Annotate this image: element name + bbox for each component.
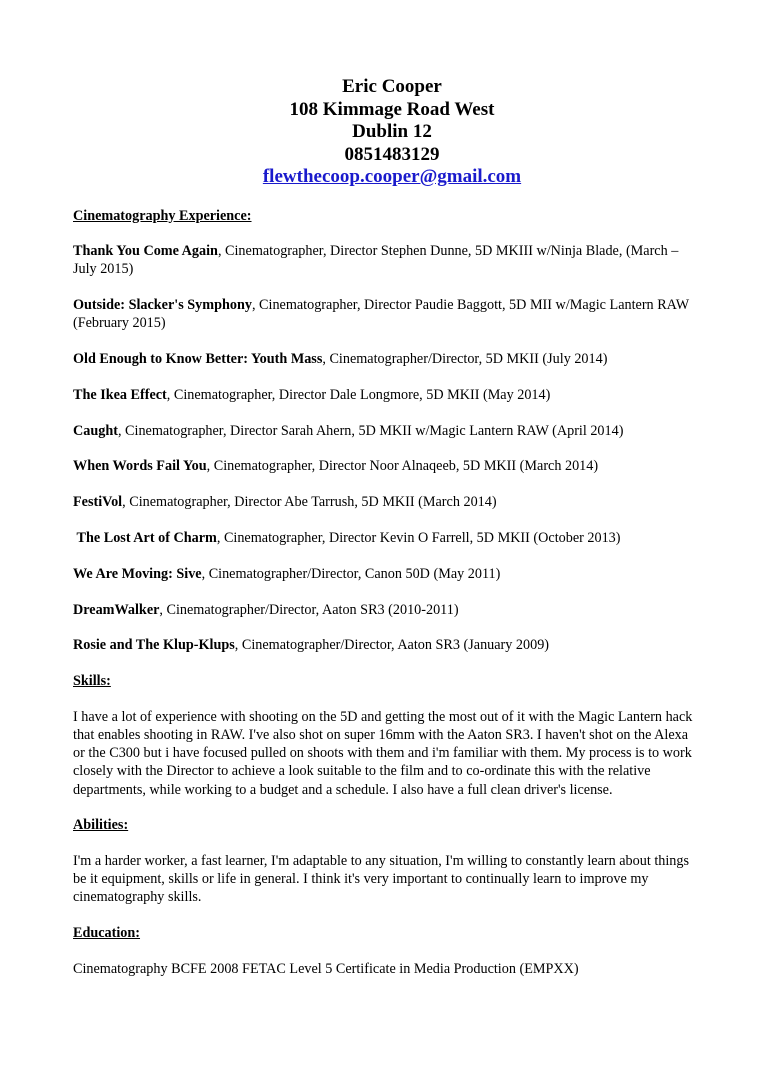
project-details: , Cinematographer/Director, Canon 50D (May 2011) [201, 565, 501, 582]
experience-entry [73, 636, 701, 654]
project-details: , Cinematographer, Director Noor Alnaqeeb, 5D MKII (March 2014) [206, 458, 599, 475]
project-details: , Cinematographer, Director Abe Tarrush, 5D MKII (March 2014) [122, 494, 497, 511]
skills-paragraph: I have a lot of experience with shooting on the 5D and getting the most out of it with the Magic Lantern hack that enables shooting in RAW. I've also shot on super 16mm with the Aaton SR3. I haven't shot on the Alexa or the C300 but i have focused pulled on shoots with them and i'm familiar with them. My process is to work closely with the Director to achieve a look suitable to the film and to co-ordinate this with the relative departments, while working to a budget and a schedule. I also have a full clean driver's license. [73, 708, 693, 798]
phone-number: 0851483129 [344, 143, 440, 165]
experience-entry [73, 601, 701, 619]
abilities-heading: Abilities: [73, 817, 129, 834]
contact-header [73, 76, 701, 189]
experience-entry [73, 422, 701, 440]
project-title: Thank You Come Again [73, 243, 218, 260]
project-title: FestiVol [73, 494, 123, 511]
experience-entry [73, 242, 701, 278]
project-title: We Are Moving: Sive [73, 565, 202, 582]
project-title: The Ikea Effect [73, 386, 167, 403]
project-details: , Cinematographer, Director Stephen Dunne, 5D MKIII w/Ninja Blade, (March – July 2015) [73, 243, 679, 278]
resume-page [73, 76, 701, 978]
applicant-name: Eric Cooper [342, 76, 442, 97]
skills-heading: Skills: [73, 673, 111, 690]
project-title: DreamWalker [73, 601, 160, 618]
project-details: , Cinematographer, Director Sarah Ahern, 5D MKII w/Magic Lantern RAW (April 2014) [117, 422, 624, 439]
project-details: , Cinematographer/Director, 5D MKII (July 2014) [322, 351, 608, 368]
address-line-2: Dublin 12 [352, 121, 432, 142]
project-details: , Cinematographer, Director Paudie Baggott, 5D MII w/Magic Lantern RAW (February 2015) [73, 297, 689, 332]
experience-list [73, 242, 701, 655]
experience-entry [73, 386, 701, 404]
project-title: Caught [73, 422, 118, 439]
project-title: The Lost Art of Charm [73, 530, 217, 547]
experience-entry [73, 350, 701, 368]
experience-entry [73, 296, 701, 332]
project-details: , Cinematographer/Director, Aaton SR3 (January 2009) [234, 637, 550, 654]
project-title: When Words Fail You [73, 458, 207, 475]
education-paragraph: Cinematography BCFE 2008 FETAC Level 5 Certificate in Media Production (EMPXX) [73, 960, 579, 977]
abilities-paragraph: I'm a harder worker, a fast learner, I'm adaptable to any situation, I'm willing to constantly learn about things be it equipment, skills or life in general. I think it's very important to continually learn to improve my cinematography skills. [73, 853, 690, 906]
email-link[interactable]: flewthecoop.cooper@gmail.com [262, 166, 522, 187]
project-title: Rosie and The Klup-Klups [73, 637, 235, 654]
experience-entry [73, 457, 701, 475]
project-details: , Cinematographer, Director Kevin O Farrell, 5D MKII (October 2013) [216, 530, 621, 547]
project-title: Outside: Slacker's Symphony [73, 297, 252, 314]
experience-entry [73, 493, 701, 511]
project-title: Old Enough to Know Better: Youth Mass [73, 351, 323, 368]
experience-entry [73, 565, 701, 583]
experience-heading: Cinematography Experience: [73, 207, 252, 224]
experience-entry [73, 529, 701, 547]
address-line-1: 108 Kimmage Road West [289, 98, 495, 120]
project-details: , Cinematographer/Director, Aaton SR3 (2010-2011) [159, 601, 459, 618]
project-details: , Cinematographer, Director Dale Longmore, 5D MKII (May 2014) [166, 386, 551, 403]
education-heading: Education: [73, 925, 141, 942]
